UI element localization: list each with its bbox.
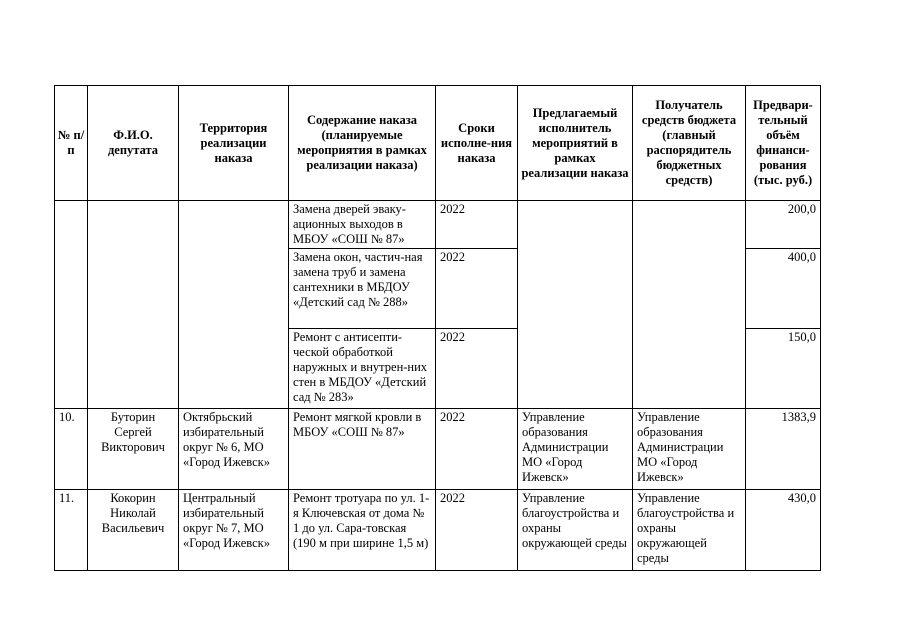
table-row (55, 490, 821, 571)
cell-amount: 400,0 (746, 249, 821, 329)
cell-recipient: Управление благоустройства и охраны окружающей среды (633, 490, 746, 571)
cell-content: Ремонт тротуара по ул. 1-я Ключевская от дома № 1 до ул. Сара-товская (190 м при ширине 1,5 м) (289, 490, 436, 571)
cell-content: Замена дверей эваку-ационных выходов в МБОУ «СОШ № 87» (289, 201, 436, 249)
cell-territory (179, 201, 289, 409)
cell-fio: Буторин Сергей Викторович (88, 409, 179, 490)
cell-content: Замена окон, частич-ная замена труб и замена сантехники в МБДОУ «Детский сад № 288» (289, 249, 436, 329)
header-executor: Предлагаемый исполнитель мероприятий в рамках реализации наказа (518, 86, 633, 201)
cell-deadline: 2022 (436, 490, 518, 571)
orders-table (54, 85, 821, 571)
cell-amount: 150,0 (746, 329, 821, 409)
header-num: № п/п (55, 86, 88, 201)
cell-deadline: 2022 (436, 201, 518, 249)
cell-deadline: 2022 (436, 409, 518, 490)
cell-deadline: 2022 (436, 249, 518, 329)
table-row (55, 201, 821, 249)
header-row (55, 86, 821, 201)
cell-recipient (633, 201, 746, 409)
cell-recipient: Управление образования Администрации МО «Город Ижевск» (633, 409, 746, 490)
cell-num: 10. (55, 409, 88, 490)
table-row (55, 409, 821, 490)
cell-deadline: 2022 (436, 329, 518, 409)
header-recipient: Получатель средств бюджета (главный распорядитель бюджетных средств) (633, 86, 746, 201)
cell-fio (88, 201, 179, 409)
header-amount: Предвари-тельный объём финанси-рования (тыс. руб.) (746, 86, 821, 201)
cell-num: 11. (55, 490, 88, 571)
cell-executor: Управление благоустройства и охраны окружающей среды (518, 490, 633, 571)
header-content: Содержание наказа (планируемые мероприятия в рамках реализации наказа) (289, 86, 436, 201)
cell-content: Ремонт мягкой кровли в МБОУ «СОШ № 87» (289, 409, 436, 490)
header-fio: Ф.И.О. депутата (88, 86, 179, 201)
header-territory: Территория реализации наказа (179, 86, 289, 201)
cell-executor (518, 201, 633, 409)
cell-fio: Кокорин Николай Васильевич (88, 490, 179, 571)
cell-content: Ремонт с антисепти-ческой обработкой наружных и внутрен-них стен в МБДОУ «Детский сад № 283» (289, 329, 436, 409)
cell-territory: Центральный избирательный округ № 7, МО «Город Ижевск» (179, 490, 289, 571)
header-deadline: Сроки исполне-ния наказа (436, 86, 518, 201)
cell-amount: 1383,9 (746, 409, 821, 490)
cell-num (55, 201, 88, 409)
cell-territory: Октябрьский избирательный округ № 6, МО «Город Ижевск» (179, 409, 289, 490)
cell-executor: Управление образования Администрации МО «Город Ижевск» (518, 409, 633, 490)
cell-amount: 430,0 (746, 490, 821, 571)
cell-amount: 200,0 (746, 201, 821, 249)
